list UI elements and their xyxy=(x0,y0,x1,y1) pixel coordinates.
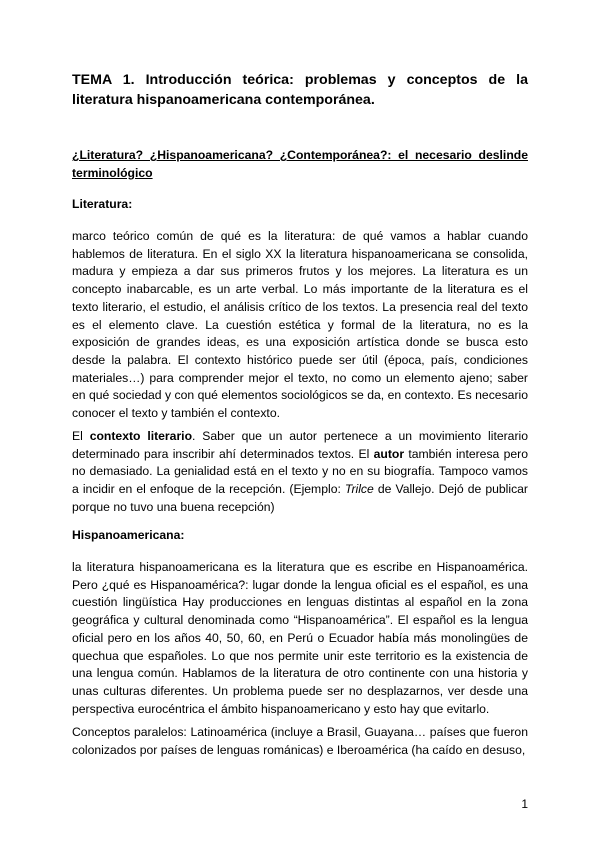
document-title: TEMA 1. Introducción teórica: problemas y conceptos de la literatura hispanoamericana contemporánea. xyxy=(72,72,528,108)
p2-text-b: . Saber que un autor pertenece a un movimiento literario determinado para inscribir ahí determinados textos. El xyxy=(72,429,529,461)
section-heading: ¿Literatura? ¿Hispanoamericana? ¿Contemporánea?: el necesario deslinde terminológico xyxy=(72,148,528,180)
autor-term: autor xyxy=(373,446,405,461)
p2-text-a: El xyxy=(72,429,90,443)
hispanoamericana-paragraph-1: la literatura hispanoamericana es la literatura que es escribe en Hispanoamérica. Pero ¿qué es Hispanoamérica?: lugar donde la lengua oficial es el español, es una cuestión lingüística Hay producciones en lenguas distintas al español en la zona geográfica y cultural denominada como “Hispanoamérica”. El español es la lengua oficial pero en los años 40, 50, 60, en Perú o Ecuador había más monolingües de quechua que españoles. Lo que nos permite unir este territorio es la existencia de una lengua común. Hablamos de la literatura de otro continente con una historia y unas culturas diferentes. Un problema puede ser no desplazarnos, ver desde una perspectiva eurocéntrica el ámbito hispanoamericano y esto hay que evitarlo. xyxy=(72,560,528,716)
p2-text-c: también interesa pero no demasiado. La genialidad está en el texto y no en su biografía. Tampoco vamos a incidir en el enfoque de la recepción. (Ejemplo: xyxy=(72,446,528,497)
literatura-paragraph-2 xyxy=(72,428,528,517)
literatura-paragraph-1: marco teórico común de qué es la literatura: de qué vamos a hablar cuando hablemos de literatura. En el siglo XX la literatura hispanoamericana se consolida, madura y empieza a dar sus primeros frutos y los mejores. La literatura es un concepto inabarcable, es un arte verbal. Lo más importante de la literatura es el texto literario, el estudio, el análisis crítico de los textos. La presencia real del texto es el elemento clave. La cuestión estética y formal de la literatura, no es la exposición de grandes ideas, es una exposición artística donde se busca esto desde la palabra. El contexto histórico puede ser útil (época, país, condiciones materiales…) para comprender mejor el texto, no como un elemento ajeno; saber en qué sociedad y con qué elementos sociológicos se da, en contexto. Es necesario conocer el texto y también el contexto. xyxy=(72,229,528,421)
contexto-literario-term: contexto literario xyxy=(89,429,193,443)
page-number: 1 xyxy=(521,797,528,811)
hispanoamericana-heading: Hispanoamericana: xyxy=(72,528,185,542)
hispanoamericana-paragraph-2: Conceptos paralelos: Latinoamérica (incluye a Brasil, Guayana… países que fueron colonizados por países de lenguas románicas) e Iberoamérica (ha caído en desuso, xyxy=(72,725,528,757)
trilce-title: Trilce xyxy=(344,482,374,497)
p2-text-d: de Vallejo. Dejó de publicar porque no tuvo una buena recepción) xyxy=(72,482,528,514)
literatura-heading: Literatura: xyxy=(72,197,133,211)
